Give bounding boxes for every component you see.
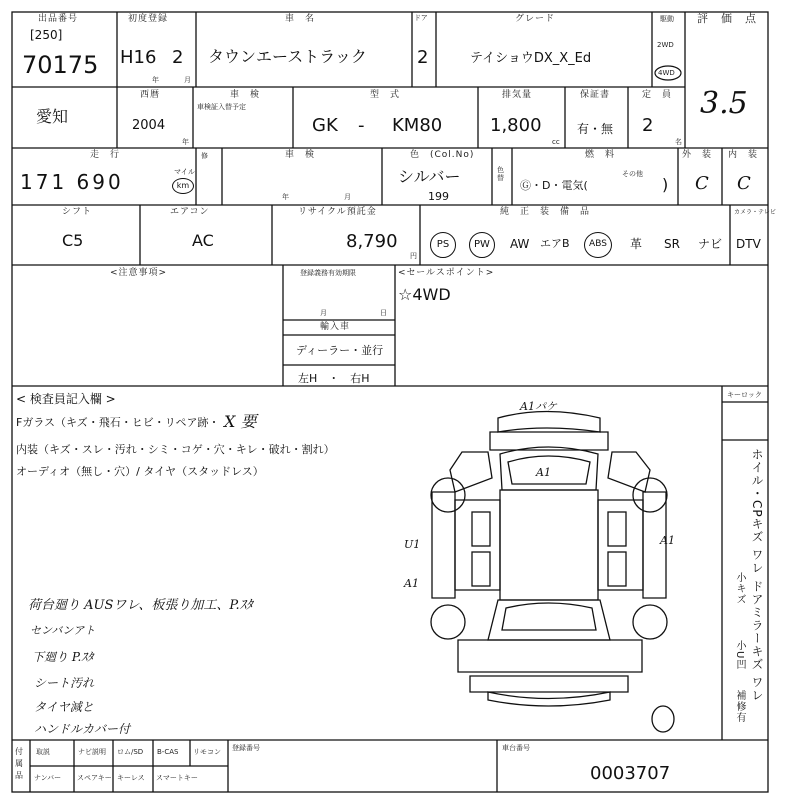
handwritten-note-2: センバンアト [30,624,96,637]
reg-expiry-label: 登録義務有効期限 [300,269,356,277]
reg-no-label: 登録番号 [232,744,260,752]
year-label: 西暦 [140,90,161,100]
acc-remote: リモコン [193,748,221,756]
door-label: ドア [414,14,428,22]
model-code: KM80 [392,115,443,136]
steering: 左H ・ 右H [298,372,370,385]
displacement-label: 排気量 [502,90,533,100]
cc-unit: cc [552,138,560,146]
handwritten-note-1: 荷台廻り AUSワレ、板張り加工、P.ｽﾀ [28,598,253,613]
km-unit: km [172,178,194,194]
lot-label: 出品番号 [38,14,79,24]
import-dealer: ディーラー・並行 [296,344,384,357]
ac: AC [192,231,214,250]
legend-wheel: ホイル・CPキズ ワレ [750,448,764,575]
lot-sub: [250] [30,28,63,42]
capacity: 2 [642,115,654,136]
warranty-label: 保証書 [580,90,611,100]
year-unit: 年 [182,138,189,146]
equip-aw: AW [510,237,530,251]
handwritten-note-6: ハンドルカバー付 [34,722,131,736]
first-reg-month-unit: 月 [184,76,191,84]
equip-sr: SR [664,237,680,251]
mileage-label: 走 行 [90,150,121,160]
expiry-sub: 車検証入替予定 [197,103,246,111]
drive-label: 駆動 [660,15,674,23]
acc-navi-manual: ナビ説明 [78,748,106,756]
ac-label: エアコン [170,207,210,217]
handwritten-note-3: 下廻り P.ｽﾀ [32,650,94,664]
reg-expiry-month: 月 [320,309,327,317]
mile-unit: マイル [174,168,195,176]
interior-grade: C [737,173,751,194]
color-no: 199 [428,190,449,203]
first-reg-label: 初度登録 [128,14,169,24]
diagram-mark-left-a1: A1 [404,577,419,590]
diagram-mark-left-u1: U1 [404,538,421,551]
inspector-title: < 検査員記入欄 > [16,392,116,406]
first-reg-year-unit: 年 [152,76,159,84]
lot-number: 70175 [22,51,99,79]
fuel-other: その他 [622,170,643,178]
diagram-mark-rear-gate: A1パケ [520,400,557,413]
color-change-label: 色替 [497,166,504,182]
legend-small-dent: 小U凹 [734,640,745,671]
equip-ps: PS [430,232,456,258]
shift-label: シフト [62,207,93,217]
chassis-label: 車台番号 [502,744,530,752]
legend-small-scratch: 小キズ [734,572,745,605]
model-dash: - [358,115,365,136]
model-prefix: GK [312,115,338,136]
handwritten-note-5: タイヤ減と [34,700,94,714]
color: シルバー [398,167,461,186]
sales-point: ☆4WD [398,285,451,304]
acc-bcas: B-CAS [157,748,179,756]
car-diagram [431,412,674,733]
shift: C5 [62,231,84,250]
audio-note: オーディオ（無し・穴）/ タイヤ（スタッドレス） [16,465,264,478]
equip-navi: ナビ [698,237,723,251]
fuel-label: 燃 料 [585,150,616,160]
fuel-close-paren: ) [662,175,669,194]
acc-rom-sd: ロム/SD [117,748,144,756]
caution-label: <注意事項> [110,268,168,278]
displacement: 1,800 [490,115,542,136]
grade: テイショウDX_X_Ed [470,51,592,66]
car-name: タウンエーストラック [208,47,367,66]
equip-dtv: DTV [736,237,761,251]
legend-mirror: ドアミラーキズ ワレ [750,580,764,702]
inspection-year-unit: 年 [282,193,289,201]
exterior-grade: C [695,173,709,194]
reg-expiry-day: 日 [380,309,387,317]
equip-abs: ABS [584,232,612,258]
grade-label: グレード [515,14,556,24]
first-reg-month: 2 [172,47,184,68]
chassis-number: 0003707 [590,763,671,784]
car-name-label: 車 名 [285,14,316,24]
first-reg-era: H16 [120,47,157,68]
diagram-mark-roof: A1 [536,466,551,479]
capacity-label: 定 員 [642,90,673,100]
drive-2wd: 2WD [657,41,674,49]
yen-unit: 円 [410,252,417,260]
camera-label: カメラ・テレビ [734,209,776,216]
interior-label: 内 装 [728,150,759,160]
color-label: 色 (Col.No) [410,150,475,160]
expiry-label: 車 検 [230,90,261,100]
drive-4wd: 4WD [658,69,675,77]
model-label: 型 式 [370,90,401,100]
person-unit: 名 [675,138,682,146]
keylock-label: キーロック [727,391,762,399]
region: 愛知 [36,107,69,126]
inspection-label: 車 検 [285,150,316,160]
warranty: 有・無 [577,122,614,136]
inspection-month-unit: 月 [344,193,351,201]
fuel: Ⓖ・D・電気( [520,179,588,192]
equip-leather: 革 [630,237,643,251]
score: 3.5 [700,86,748,121]
equip-pw: PW [469,232,495,258]
accessories-label: 付属品 [15,747,23,780]
acc-smart-key: スマートキー [156,774,198,782]
glass-mark: X 要 [224,412,257,431]
year: 2004 [132,118,166,133]
score-label: 評 価 点 [697,12,757,25]
glass-note: Fガラス（キズ・飛石・ヒビ・リペア跡・ [16,416,220,429]
acc-manual: 取説 [36,748,50,756]
handwritten-note-4: シート汚れ [34,676,95,690]
exterior-label: 外 装 [682,150,713,160]
import-label: 輸入車 [320,322,351,332]
acc-keyless: キーレス [117,774,145,782]
mileage: 171 690 [20,170,124,194]
diagram-mark-right: A1 [660,534,675,547]
equip-airbag: エアB [540,237,570,250]
interior-note: 内装（キズ・スレ・汚れ・シミ・コゲ・穴・キレ・破れ・割れ） [16,443,335,456]
repair-label: 修 [201,152,208,160]
legend-repaired: 補修有 [734,690,745,723]
acc-plate: ナンバー [34,774,62,782]
acc-spare-key: スペアキー [77,774,112,782]
recycle-label: リサイクル預託金 [298,207,377,217]
sales-point-label: <セールスポイント> [398,268,495,278]
doors: 2 [417,47,429,68]
equipment-label: 純 正 装 備 品 [500,207,591,217]
recycle: 8,790 [346,231,398,252]
